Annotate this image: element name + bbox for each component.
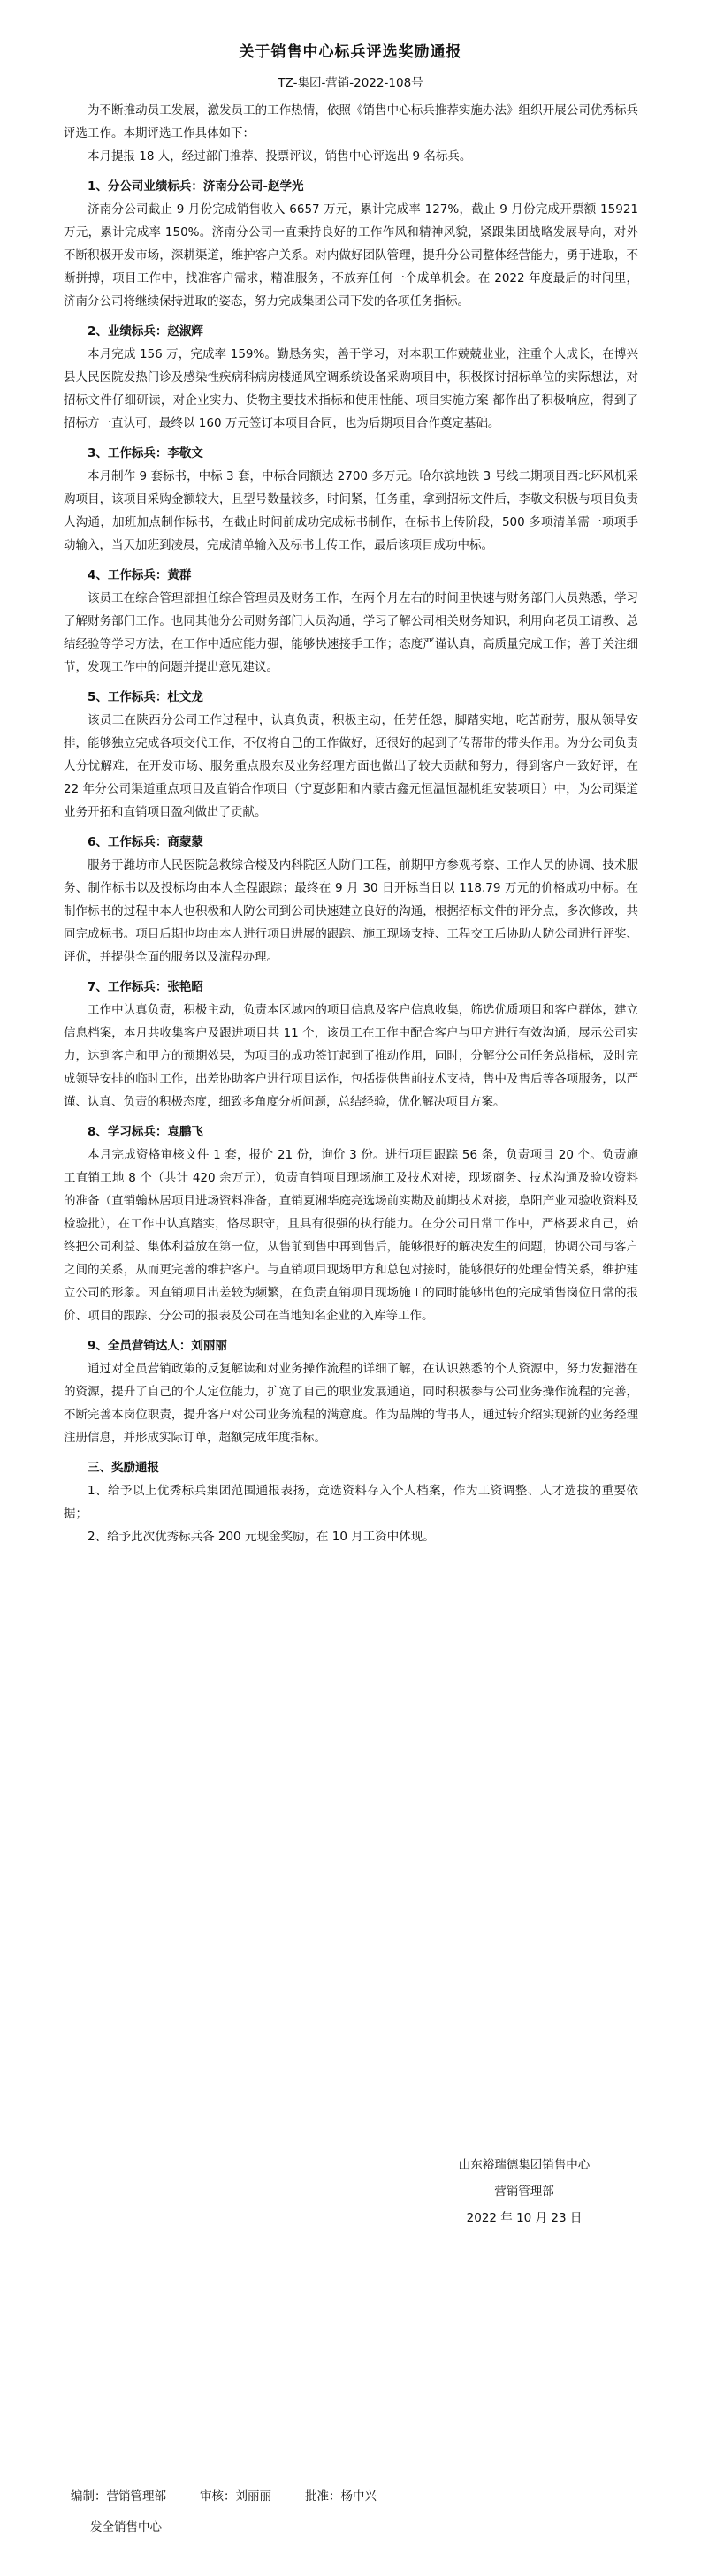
award-text: 本月完成资格审核文件 1 套，报价 21 份，询价 3 份。进行项目跟踪 56 条，负责项目 20 个。负责施工直销工地 8 个（共计 420 余万元），负责直销项目现场施工及技术对接，现场商务、技术沟通及验收资料的准备（直销翰林居项目进场资料准备，直销夏湘华庭亮选场前实勘及前期技术对接，阜阳产业园验收资料及检验批），在工作中认真踏实，恪尽职守，且具有很强的执行能力。在分公司日常工作中，严格要求自己，始终把公司利益、集体利益放在第一位，从售前到售中再到售后，能够很好的解决发生的问题，协调公司与客户之间的关系，从而更完善的维护客户。与直销项目现场甲方和总包对接时，能够很好的处理奋情关系，维护建立公司的形象。因直销项目出差较为频繁，在负责直销项目现场施工的同时能够出色的完成销售岗位日常的报价、项目的跟踪、分公司的报表及公司在当地知名企业的入库等工作。 [64,1148,638,1323]
award-heading: 3、工作标兵：李敬文 [88,446,203,460]
signature-company: 山东裕瑞德集团销售中心 [458,2158,591,2172]
reward-heading: 三、奖励通报 [88,1461,159,1475]
award-heading: 2、业绩标兵：赵淑辉 [88,324,203,338]
award-heading: 9、全员营销达人：刘丽丽 [88,1339,227,1353]
compiled-cell [71,2486,166,2504]
award-text: 济南分公司截止 9 月份完成销售收入 6657 万元，累计完成率 127%，截止 9 月份完成开票额 15921 万元，累计完成率 150%。济南分公司一直秉持良好的工作作风和精神风貌，紧跟集团战略发展导向，对外不断积极开发市场，深耕渠道，维护客户关系。对内做好团队管理，提升分公司整体经营能力，勇于进取，不断拼搏，项目工作中，找准客户需求，精准服务，不放弃任何一个成单机会。在 2022 年度最后的时间里，济南分公司将继续保持进取的姿态，努力完成集团公司下发的各项任务指标。 [64,202,638,308]
reviewed-value: 刘丽丽 [235,2489,271,2504]
award-7 [64,976,638,1113]
award-heading: 8、学习标兵：袁鹏飞 [88,1125,203,1139]
reward-item-2: 2、给予此次优秀标兵各 200 元现金奖励，在 10 月工资中体现。 [88,1530,435,1544]
award-2 [64,320,638,435]
signature-block [409,2152,639,2231]
award-8 [64,1121,638,1327]
award-text: 本月完成 156 万，完成率 159%。勤恳务实，善于学习，对本职工作兢兢业业，注重个人成长，在博兴县人民医院发热门诊及感染性疾病科病房楼通风空调系统设备采购项目中，积极探讨招标单位的实际想法，对招标文件仔细研读，对企业实力、货物主要技术指标和使用性能、项目实施方案 都作出了积极响应，得到了招标方一直认可，最终以 160 万元签订本项目合同，也为后期项目合作奠定基础。 [64,347,638,430]
reviewed-label: 审核： [200,2489,236,2504]
award-heading: 7、工作标兵：张艳昭 [88,980,203,994]
award-text: 服务于潍坊市人民医院急救综合楼及内科院区人防门工程，前期甲方参观考察、工作人员的协调、技术服务、制作标书以及投标均由本人全程跟踪；最终在 9 月 30 日开标当日以 118.79 万元的价格成功中标。在制作标书的过程中本人也积极和人防公司到公司快速建立良好的沟通，根据招标文件的评分点，多次修改，共同完成标书。项目后期也均由本人进行项目进展的跟踪、施工现场支持、工程交工后协助人防公司进行评奖、评优，并提供全面的服务以及流程办理。 [64,858,638,964]
distribution-line: 发全销售中心 [90,2520,162,2534]
reward-section [64,1456,638,1548]
award-5 [64,686,638,824]
compiled-label: 编制： [71,2489,107,2504]
award-heading: 4、工作标兵：黄群 [88,568,192,582]
award-heading: 1、分公司业绩标兵：济南分公司-赵学光 [88,179,304,194]
award-heading: 5、工作标兵：杜文龙 [88,690,203,704]
reviewed-cell [200,2486,271,2504]
award-text: 本月制作 9 套标书，中标 3 套，中标合同额达 2700 多万元。哈尔滨地铁 3 号线二期项目西北环风机采购项目，该项目采购金额较大，且型号数量较多，时间紧，任务重，拿到招标文件后，李敬文积极与项目负责人沟通，加班加点制作标书，在截止时间前成功完成标书制作，在标书上传阶段，500 多项清单需一项项手动输入，当天加班到凌晨，完成清单输入及标书上传工作，最后该项目成功中标。 [64,469,638,552]
signature-dept: 营销管理部 [494,2185,554,2199]
intro-paragraph-1: 为不断推动员工发展，激发员工的工作热情，依照《销售中心标兵推荐实施办法》组织开展公司优秀标兵评选工作。本期评选工作具体如下： [64,103,638,141]
approval-row [71,2479,636,2504]
award-text: 该员工在陕西分公司工作过程中，认真负责，积极主动，任劳任怨，脚踏实地，吃苦耐劳，服从领导安排，能够独立完成各项交代工作，不仅将自己的工作做好，还很好的起到了传帮带的带头作用。为分公司负责人分忧解难，在开发市场、服务重点股东及业务经理方面也做出了较大贡献和努力，得到客户一致好评，在 22 年分公司渠道重点项目及直销合作项目（宁夏彭阳和内蒙古鑫元恒温恒湿机组安装项目）中，为公司渠道业务开拓和直销项目盈利做出了贡献。 [64,713,638,819]
reward-item-1: 1、给予以上优秀标兵集团范围通报表扬，竞选资料存入个人档案，作为工资调整、人才选拔的重要依据； [64,1484,638,1521]
award-9 [64,1334,638,1449]
award-text: 工作中认真负责，积极主动，负责本区域内的项目信息及客户信息收集，筛选优质项目和客户群体，建立信息档案，本月共收集客户及跟进项目共 11 个，该员工在工作中配合客户与甲方进行有效沟通，展示公司实力，达到客户和甲方的预期效果，为项目的成功签订起到了推动作用，同时，分解分公司任务总指标，及时完成领导安排的临时工作，出差协助客户进行项目运作，包括提供售前技术支持，售中及售后等各项服务，以严谨、认真、负责的积极态度，细致多角度分析问题，总结经验，优化解决项目方案。 [64,1003,638,1109]
approved-label: 批准： [305,2489,341,2504]
award-text: 通过对全员营销政策的反复解读和对业务操作流程的详细了解，在认识熟悉的个人资源中，努力发掘潜在的资源，提升了自己的个人定位能力，扩宽了自己的职业发展通道，同时积极参与公司业务操作流程的完善，不断完善本岗位职责，提升客户对公司业务流程的满意度。作为品牌的背书人，通过转介绍实现新的业务经理注册信息，并形成实际订单，超额完成年度指标。 [64,1362,638,1445]
award-heading: 6、工作标兵：商蒙蒙 [88,835,203,849]
intro-paragraph-2: 本月提报 18 人，经过部门推荐、投票评议，销售中心评选出 9 名标兵。 [88,149,472,163]
document-body [64,99,638,1548]
document-title: 关于销售中心标兵评选奖励通报 [239,43,462,61]
signature-date: 2022 年 10 月 23 日 [466,2211,583,2225]
compiled-value: 营销管理部 [106,2489,166,2504]
award-text: 该员工在综合管理部担任综合管理员及财务工作，在两个月左右的时间里快速与财务部门人员熟悉，学习了解财务部门工作。也同其他分公司财务部门人员沟通，学习了解公司相关财务知识，利用向老员工请教、总结经验等学习方法，在工作中适应能力强，能够快速接手工作；态度严谨认真，高质量完成工作；善于关注细节，发现工作中的问题并提出意见建议。 [64,591,638,674]
document-number: TZ-集团-营销-2022-108号 [278,76,423,90]
approved-cell [305,2486,377,2504]
award-3 [64,442,638,557]
footer-block [71,2479,636,2534]
approved-value: 杨中兴 [340,2489,377,2504]
award-1 [64,175,638,313]
award-6 [64,831,638,969]
award-4 [64,564,638,679]
